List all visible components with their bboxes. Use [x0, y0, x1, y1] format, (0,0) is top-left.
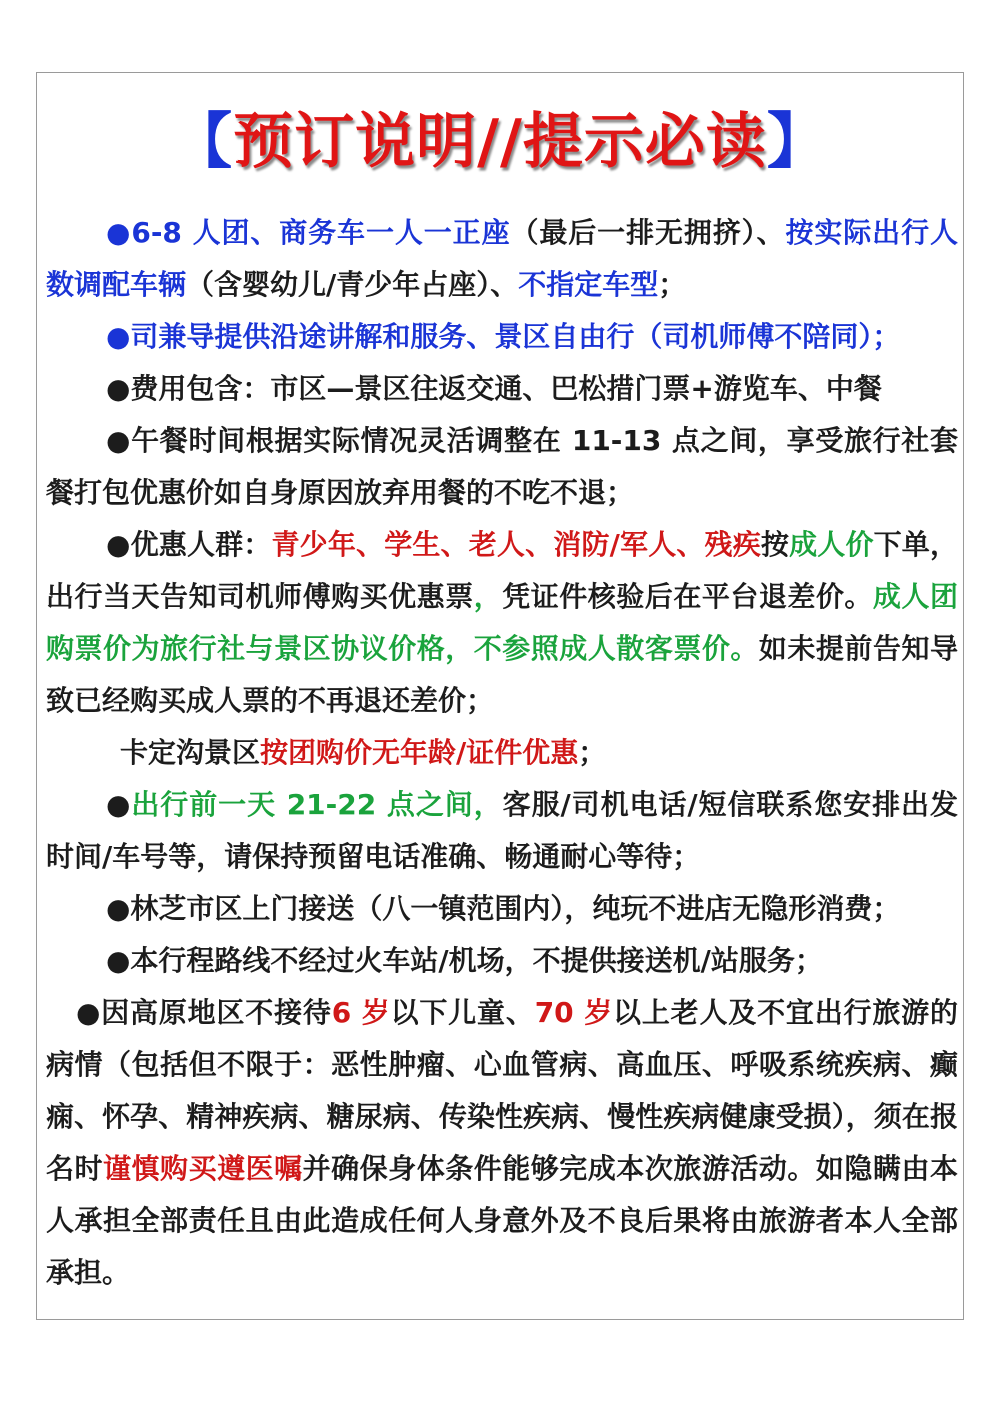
title-text: 预订说明//提示必读: [233, 107, 767, 177]
title-open-bracket: 【: [172, 107, 234, 177]
item-discount-groups: 青少年、学生、老人、消防/军人、残疾: [271, 528, 761, 561]
item-lunch: [46, 415, 958, 519]
item-health-children: 以下儿童、: [390, 996, 535, 1029]
item-guide: [46, 311, 958, 363]
item-kadinggou-end: ；: [578, 736, 607, 769]
item-lunch-text: ●午餐时间根据实际情况灵活调整在 11-13 点之间，享受旅行社套餐打包优惠价如自身原因放弃用餐的不吃不退；: [46, 424, 958, 509]
notice-content: [46, 207, 958, 1299]
item-vehicle-infants: （含婴幼儿/青少年占座）、: [186, 268, 519, 301]
item-pickup-text: ●林芝市区上门接送（八一镇范围内），纯玩不进店无隐形消费；: [106, 892, 901, 925]
item-pickup: [46, 883, 958, 935]
item-discount-comma: ，: [473, 580, 503, 613]
item-vehicle-end: ；: [658, 268, 687, 301]
item-route-text: ●本行程路线不经过火车站/机场，不提供接送机/站服务；: [106, 944, 823, 977]
item-health-lead: ●因高原地区不接待: [76, 996, 332, 1029]
item-contact-text: 客服/司机电话/短信联系您安排出发时间/车号等，请保持预留电话准确、畅通耐心等待；: [46, 788, 958, 873]
item-health-liability: 并确保身体条件能够完成本次旅游活动。如隐瞒由本人承担全部责任且由此造成任何人身意外及不良后果将由旅游者本人全部承担。: [46, 1152, 958, 1289]
item-kadinggou: [46, 727, 958, 779]
item-contact-time: 出行前一天 21-22 点之间，: [131, 788, 503, 821]
item-health-age-max: 70 岁: [534, 996, 614, 1029]
item-discount-order: 下单，出行当天告知司机师傅购买优惠票: [46, 528, 958, 613]
item-discount-group-price: 成人团购票价为旅行社与景区协议价格，不参照成人散客票价。: [46, 580, 958, 665]
item-guide-text: ●司兼导提供沿途讲解和服务、景区自由行（司机师傅不陪同）；: [106, 320, 901, 353]
title-close-bracket: 】: [766, 107, 828, 177]
item-health-conditions: 以上老人及不宜出行旅游的病情（包括但不限于：恶性肿瘤、心血管病、高血压、呼吸系统疾病、癫痫、怀孕、精神疾病、糖尿病、传染性疾病、慢性疾病健康受损），须在报名时: [46, 996, 958, 1185]
item-vehicle-allocation: 按实际出行人数调配车辆: [46, 216, 958, 301]
item-health-age-min: 6 岁: [331, 996, 391, 1029]
item-kadinggou-rule: 按团购价无年龄/证件优惠: [260, 736, 579, 769]
item-discount-lead: ●优惠人群：: [106, 528, 272, 561]
item-discount-adult-price: 成人价: [789, 528, 874, 561]
item-health: [46, 987, 958, 1299]
item-vehicle-model: 不指定车型: [518, 268, 659, 301]
item-discount: [46, 519, 958, 727]
item-fee-text: ●费用包含：市区—景区往返交通、巴松措门票+游览车、中餐: [106, 372, 882, 405]
item-discount-refund: 凭证件核验后在平台退差价。: [502, 580, 873, 613]
item-kadinggou-name: 卡定沟景区: [120, 736, 261, 769]
item-health-caution: 谨慎购买遵医嘱: [103, 1152, 303, 1185]
item-vehicle: [46, 207, 958, 311]
item-contact-bullet: ●: [106, 788, 132, 821]
item-vehicle-note: （最后一排无拥挤）、: [510, 216, 786, 249]
page-title: [0, 100, 1000, 184]
item-fee: [46, 363, 958, 415]
item-vehicle-group: ●6-8 人团、商务车: [106, 216, 366, 249]
item-route: [46, 935, 958, 987]
item-vehicle-seat: 一人一正座: [365, 216, 511, 249]
item-discount-no-refund: 如未提前告知导致已经购买成人票的不再退还差价；: [46, 632, 958, 717]
item-discount-by: 按: [760, 528, 790, 561]
item-contact: [46, 779, 958, 883]
